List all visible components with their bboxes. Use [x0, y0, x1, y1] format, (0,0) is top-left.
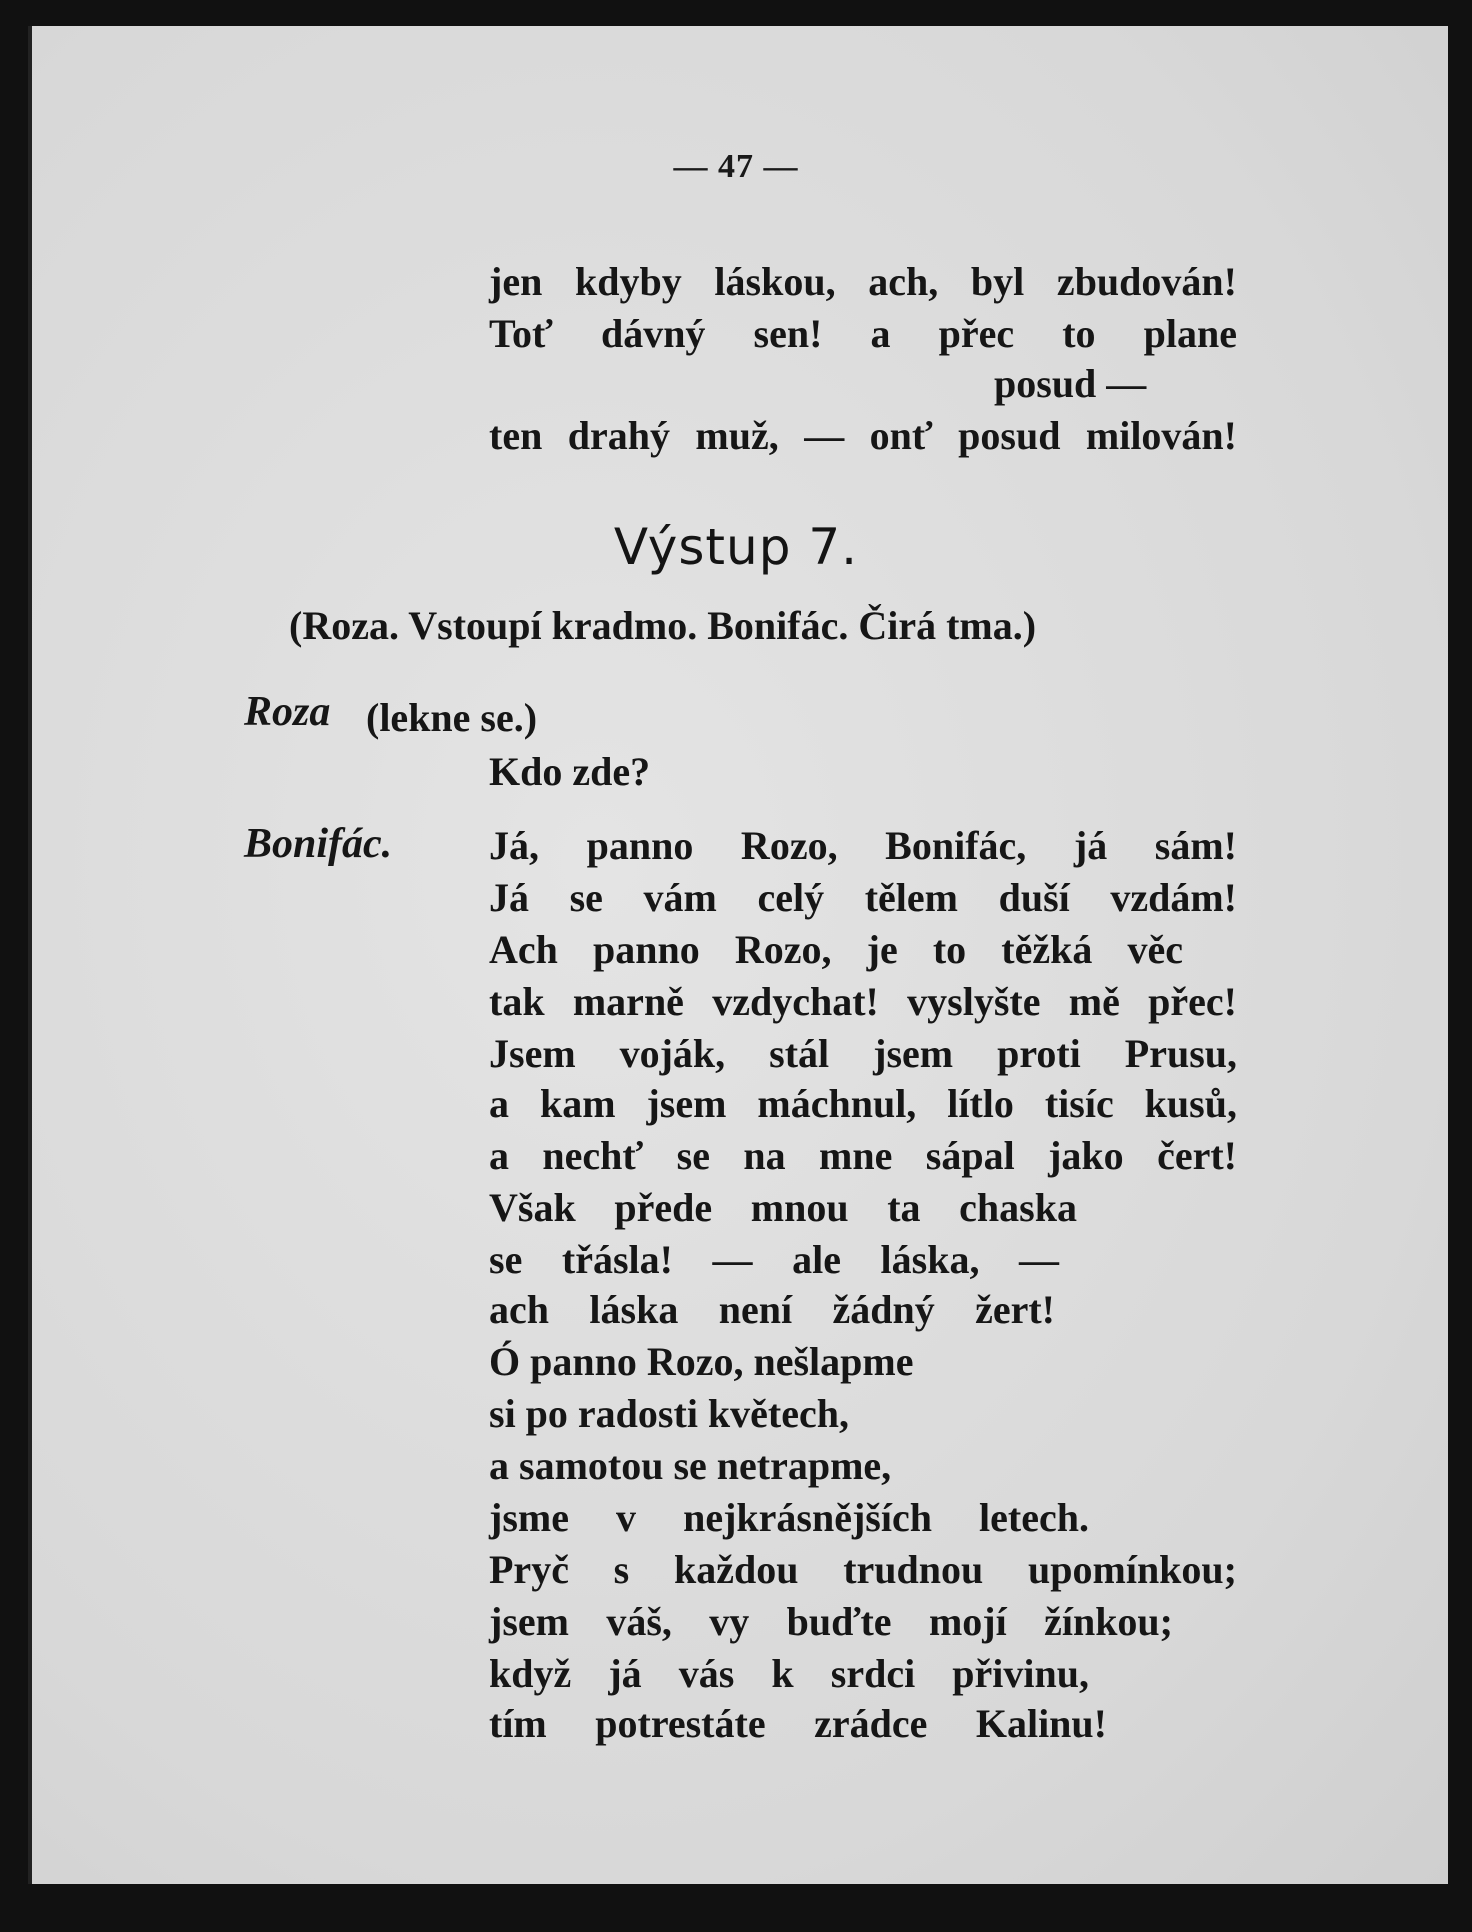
page-number: — 47 — — [673, 148, 799, 185]
dialogue-line: tak marně vzdychat! vyslyšte mě přec! — [489, 979, 1237, 1024]
dialogue-line: se třásla! — ale láska, — — [489, 1237, 1059, 1282]
verse-line: jen kdyby láskou, ach, byl zbudován! — [489, 259, 1237, 304]
dialogue-line: Jsem voják, stál jsem proti Prusu, — [489, 1031, 1237, 1076]
dialogue-line: Pryč s každou trudnou upomínkou; — [489, 1547, 1237, 1592]
dialogue-line: tím potrestáte zrádce Kalinu! — [489, 1701, 1107, 1746]
speaker-name: Roza — [244, 689, 331, 735]
stage-direction-character: Bonifác. — [707, 603, 849, 648]
stage-direction-text: Čirá tma.) — [848, 603, 1037, 648]
speaker-name: Bonifác. — [244, 821, 393, 867]
dialogue-line: Já se vám celý tělem duší vzdám! — [489, 875, 1237, 920]
dialogue-line: když já vás k srdci přivinu, — [489, 1651, 1089, 1696]
dialogue-line: ach láska není žádný žert! — [489, 1287, 1055, 1332]
stage-direction-character: Roza. — [302, 603, 399, 648]
dialogue-line: jsem váš, vy buďte mojí žínkou; — [489, 1599, 1173, 1644]
stage-aside: (lekne se.) — [366, 695, 538, 740]
dialogue-line: a nechť se na mne sápal jako čert! — [489, 1133, 1237, 1178]
dialogue-line: jsme v nejkrásnějších letech. — [489, 1495, 1089, 1540]
stage-direction-open: ( — [289, 603, 303, 648]
stage-direction — [289, 602, 1189, 649]
verse-line: ten drahý muž, — onť posud milován! — [489, 413, 1237, 458]
dialogue-line: Však přede mnou ta chaska — [489, 1185, 1077, 1230]
dialogue-line: si po radosti květech, — [489, 1391, 849, 1436]
dialogue-line: a samotou se netrapme, — [489, 1443, 892, 1488]
dialogue-line: Já, panno Rozo, Bonifác, já sám! — [489, 823, 1237, 868]
dialogue-line: Ach panno Rozo, je to těžká věc — [489, 927, 1183, 972]
scene-heading: Výstup 7. — [613, 518, 859, 576]
dialogue-line: a kam jsem máchnul, lítlo tisíc kusů, — [489, 1081, 1237, 1126]
verse-line: Toť dávný sen! a přec to plane — [489, 311, 1237, 356]
stage-direction-text: Vstoupí kradmo. — [398, 603, 708, 648]
dialogue-line: Ó panno Rozo, nešlapme — [489, 1339, 914, 1384]
verse-line-continuation: posud — — [994, 361, 1147, 406]
dialogue-line: Kdo zde? — [489, 749, 651, 794]
